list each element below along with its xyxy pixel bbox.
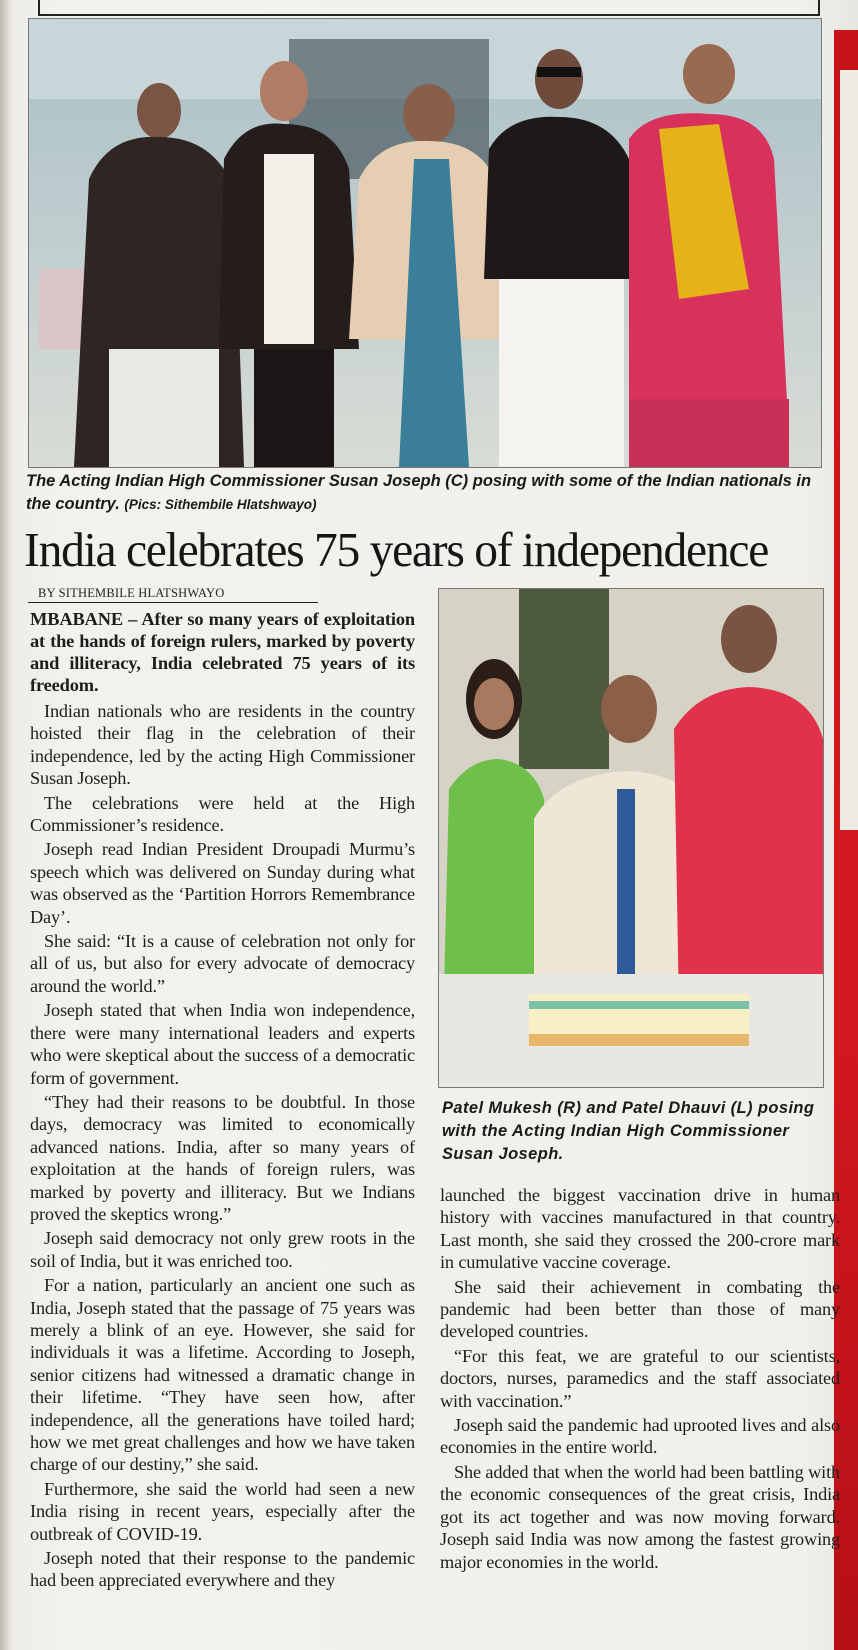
article-paragraph: Joseph said the pandemic had uprooted lives and also economies in the entire world. [440,1415,840,1458]
article-paragraph: She added that when the world had been battling with the economic consequences of the great crisis, India got its act together and was now moving forward. Joseph said India was now among the fastest growing major economies in the world. [440,1461,840,1572]
article-paragraph: Indian nationals who are residents in the country hoisted their flag in the celebration of their independence, led by the acting High Commissioner Susan Joseph. [30,701,415,789]
byline-rule [28,602,318,603]
article-paragraph: She said their achievement in combating the pandemic had been better than those of many developed countries. [440,1276,840,1342]
article-paragraph: launched the biggest vaccination drive in human history with vaccines manufactured in that country. Last month, she said they crossed the 200-crore mark in cumulative vaccine coverage. [440,1185,840,1273]
article-paragraph: Joseph read Indian President Droupadi Murmu’s speech which was delivered on Sunday during what was observed as the ‘Partition Horrors Remembrance Day’. [30,839,415,927]
byline: BY SITHEMBILE HLATSHWAYO [38,586,225,600]
article-paragraph: “For this feat, we are grateful to our scientists, doctors, nurses, paramedics and the staff associated with vaccination.” [440,1345,840,1411]
article-headline: India celebrates 75 years of independence [24,522,769,577]
article-paragraph: Joseph stated that when India won independence, there were many international leaders and experts who were skeptical about the success of a democratic form of government. [30,1000,415,1088]
article-lead: MBABANE – After so many years of exploitation at the hands of foreign rulers, marked by poverty and illiteracy, India celebrated 75 years of its freedom. [30,609,415,695]
page-spine-shadow [0,0,10,1650]
cake-photo [438,588,824,1088]
group-photo [28,18,822,468]
photo-credit: (Pics: Sithembile Hlatshwayo) [124,497,317,512]
top-border-box [38,0,820,16]
article-column-left [30,608,415,1594]
group-photo-caption-text: The Acting Indian High Commissioner Susan Joseph (C) posing with some of the Indian nationals in the country. [26,472,812,513]
article-paragraph: For a nation, particularly an ancient one such as India, Joseph stated that the passage of 75 years was merely a blink of an eye. However, she said for individuals it was a lifetime. According to Joseph, senior citizens had witnessed a dramatic change in their lifetime. “They have seen how, after independence, all the generations have toiled hard; how we met great challenges and how we have taken charge of our destiny,” she said. [30,1275,415,1475]
article-paragraph: Joseph said democracy not only grew roots in the soil of India, but it was enriched too. [30,1228,415,1271]
article-paragraph: The celebrations were held at the High Commissioner’s residence. [30,792,415,836]
cake-photo-caption: Patel Mukesh (R) and Patel Dhauvi (L) posing with the Acting Indian High Commissioner Susan Joseph. [442,1099,815,1163]
article-paragraph: Joseph noted that their response to the pandemic had been appreciated everywhere and they [30,1548,415,1591]
article-paragraph: “They had their reasons to be doubtful. In those days, democracy was limited to economically advanced nations. India, after so many years of exploitation at the hands of foreign rulers, was marked by poverty and illiteracy. But we Indians proved the skeptics wrong.” [30,1091,415,1224]
article-paragraph: She said: “It is a cause of celebration not only for all of us, but also for every advocate of democracy around the world.” [30,931,415,996]
group-photo-caption [26,470,826,516]
article-paragraph: Furthermore, she said the world had seen a new India rising in recent years, especially after the outbreak of COVID-19. [30,1478,415,1544]
article-column-right [440,1184,840,1575]
